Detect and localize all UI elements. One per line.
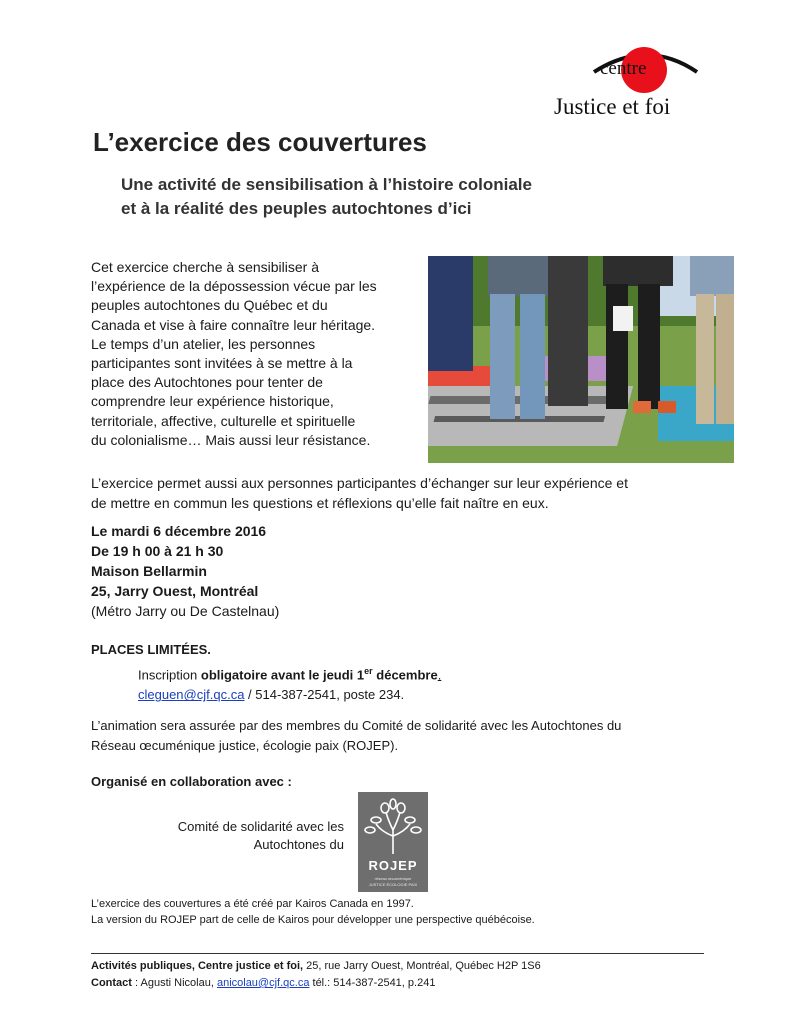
registration-phone: / 514-387-2541, poste 234. [244, 687, 405, 703]
event-photo [428, 256, 734, 463]
rojep-logo [358, 792, 428, 892]
footer-contact-line [91, 975, 711, 992]
partner-line-2: Autochtones du [253, 837, 344, 852]
footer-label-activities: Activités publiques, Centre justice et foi, [91, 960, 304, 972]
footer-divider [91, 953, 704, 954]
event-time: De 19 h 00 à 21 h 30 [91, 543, 224, 559]
partner-line-1: Comité de solidarité avec les [177, 819, 344, 834]
registration-dot: . [437, 667, 442, 683]
registration-deadline: obligatoire avant le jeudi 1 [200, 667, 365, 683]
event-details [91, 521, 279, 621]
footer-contact-name: : Agusti Nicolau, [131, 977, 217, 989]
animation-line-2: Réseau œcuménique justice, écologie paix (ROJEP). [91, 738, 399, 753]
event-address: 25, Jarry Ouest, Montréal [91, 583, 259, 599]
intro-line: Canada et vise à faire connaître leur héritage. [91, 316, 376, 333]
note-line-1: L’exercice des couvertures a été créé par Kairos Canada en 1997. [91, 898, 414, 910]
note-line-2: La version du ROJEP part de celle de Kairos pour développer une perspective québécoise. [91, 914, 535, 926]
registration-email-link[interactable]: cleguen@cjf.qc.ca [138, 687, 245, 703]
exchange-line-2: de mettre en commun les questions et réflexions qu’elle fait naître en eux. [91, 495, 549, 511]
footer-phone: tél.: 514-387-2541, p.241 [309, 977, 436, 989]
organised-with-heading: Organisé en collaboration avec : [91, 774, 292, 789]
intro-line: comprendre leur expérience historique, [91, 393, 334, 410]
event-metro: (Métro Jarry ou De Castelnau) [91, 603, 280, 619]
rojep-subtitle-2: JUSTICE ÉCOLOGIE PAIX [368, 882, 418, 887]
page-title: L’exercice des couvertures [93, 127, 427, 157]
logo-justice-text: Justice et foi [554, 94, 671, 119]
tree-icon [358, 796, 428, 858]
intro-line: l’expérience de la dépossession vécue par les [91, 278, 377, 295]
footer-address: 25, rue Jarry Ouest, Montréal, Québec H2P 1S6 [303, 960, 541, 972]
registration-sup: er [364, 666, 373, 676]
rojep-title: ROJEP [368, 858, 418, 873]
intro-line: Le temps d’un atelier, les personnes [91, 335, 316, 352]
registration-prefix: Inscription [138, 667, 201, 683]
footer-label-contact: Contact [91, 977, 132, 989]
registration-block [138, 661, 441, 705]
footer [91, 958, 711, 992]
event-place: Maison Bellarmin [91, 563, 207, 579]
logo-centre-text: centre [600, 58, 647, 79]
intro-line: place des Autochtones pour tenter de [91, 374, 323, 391]
footer-email-link[interactable]: anicolau@cjf.qc.ca [216, 977, 310, 989]
places-limitees: PLACES LIMITÉES. [91, 642, 211, 657]
event-date: Le mardi 6 décembre 2016 [91, 523, 267, 539]
intro-line: participantes sont invitées à se mettre à la [91, 355, 353, 372]
animation-paragraph [91, 716, 711, 756]
intro-line: du colonialisme… Mais aussi leur résistance. [91, 431, 371, 448]
registration-line [138, 661, 441, 685]
partner-name [120, 818, 344, 854]
subtitle [121, 173, 641, 221]
registration-contact [138, 685, 441, 705]
subtitle-line-1: Une activité de sensibilisation à l’histoire coloniale [121, 175, 532, 194]
intro-paragraph [91, 258, 421, 450]
exchange-line-1: L’exercice permet aussi aux personnes participantes d’échanger sur leur expérience et [91, 475, 628, 491]
intro-line: territoriale, affective, culturelle et spirituelle [91, 412, 356, 429]
subtitle-line-2: et à la réalité des peuples autochtones d’ici [121, 199, 472, 218]
intro-line: peuples autochtones du Québec et du [91, 297, 328, 314]
centre-justice-et-foi-logo [552, 44, 702, 124]
animation-line-1: L’animation sera assurée par des membres du Comité de solidarité avec les Autochtones du [91, 718, 622, 733]
intro-line: Cet exercice cherche à sensibiliser à [91, 259, 319, 275]
registration-deadline-end: décembre [372, 667, 438, 683]
kairos-notes [91, 896, 711, 928]
exchange-paragraph [91, 473, 711, 513]
footer-address-line [91, 958, 711, 975]
rojep-subtitle-1: réseau œcuménique [374, 876, 412, 881]
